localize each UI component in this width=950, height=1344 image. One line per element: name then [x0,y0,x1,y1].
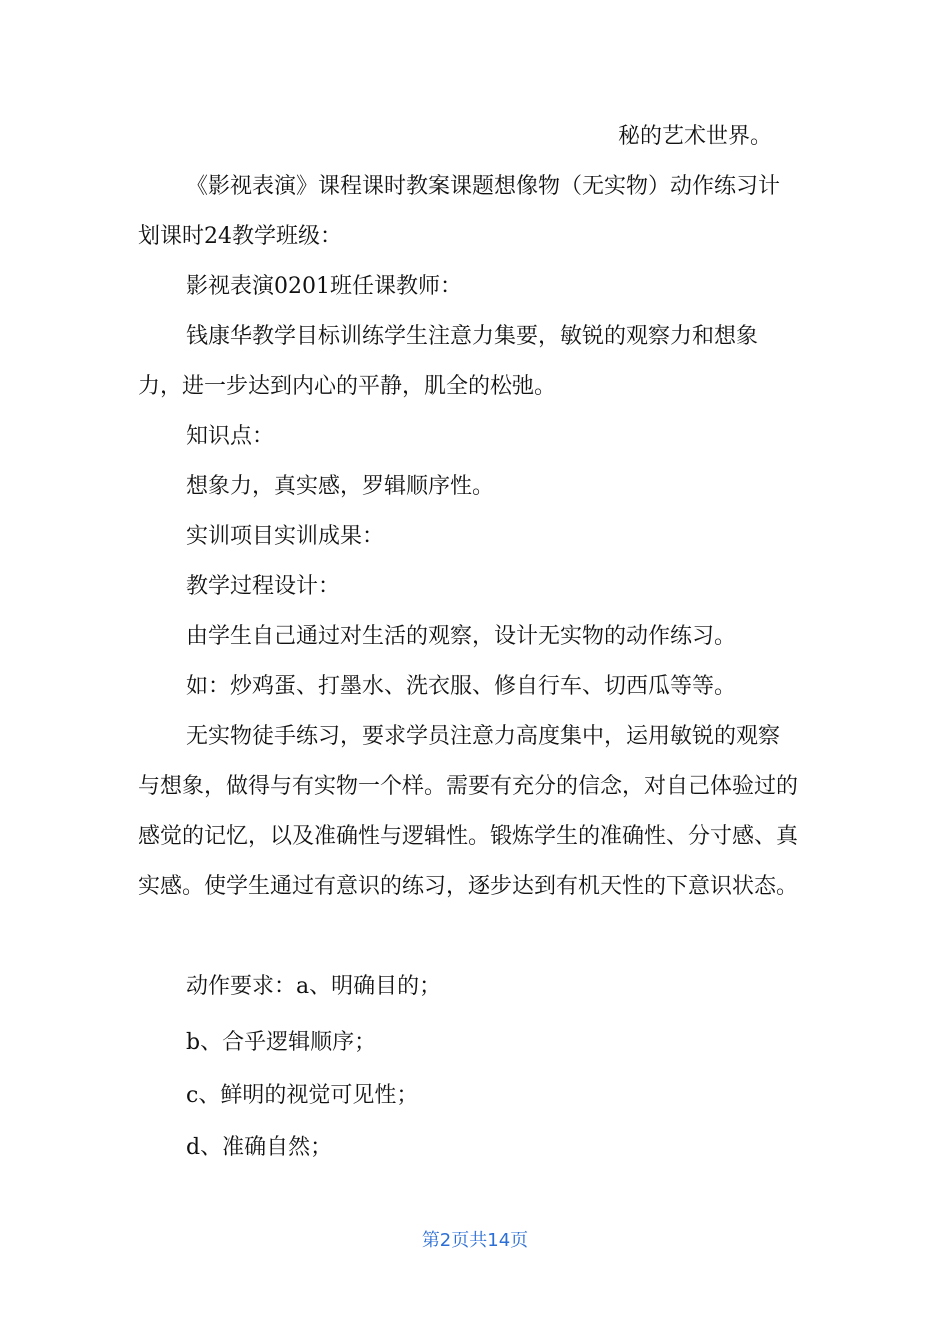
paragraph-requirement-c: c、鲜明的视觉可见性； [186,1083,419,1108]
paragraph-requirement-b: b、合乎逻辑顺序； [186,1030,377,1055]
paragraph-training-project: 实训项目实训成果： [186,524,385,549]
paragraph-continuation: 秘的艺术世界。 [618,124,773,149]
paragraph-knowledge-points: 想象力，真实感，罗辑顺序性。 [186,474,495,499]
paragraph-requirement-d: d、准确自然； [186,1135,333,1160]
paragraph-process-heading: 教学过程设计： [186,574,341,599]
paragraph-requirement-a: 动作要求：a、明确目的； [186,974,442,999]
paragraph-examples: 如：炒鸡蛋、打墨水、洗衣服、修自行车、切西瓜等等。 [186,674,737,699]
paragraph-exercise-description: 无实物徒手练习，要求学员注意力高度集中，运用敏锐的观察与想象，做得与有实物一个样。需要有充分的信念，对自己体验过的感觉的记忆，以及准确性与逻辑性。锻炼学生的准确性、分寸感、真实感。使学生通过有意识的练习，逐步达到有机天性的下意识状态。 [138,724,799,899]
paragraph-course-title: 《影视表演》课程课时教案课题想像物（无实物）动作练习计划课时24教学班级： [138,174,781,249]
page-number-footer: 第2页共14页 [421,1230,529,1251]
paragraph-knowledge-heading: 知识点： [186,424,275,449]
paragraph-class-info: 影视表演0201班任课教师： [186,274,462,299]
paragraph-teaching-goal: 钱康华教学目标训练学生注意力集要，敏锐的观察力和想象力，进一步达到内心的平静，肌全的松弛。 [138,324,759,399]
paragraph-process-intro: 由学生自己通过对生活的观察，设计无实物的动作练习。 [186,624,737,649]
